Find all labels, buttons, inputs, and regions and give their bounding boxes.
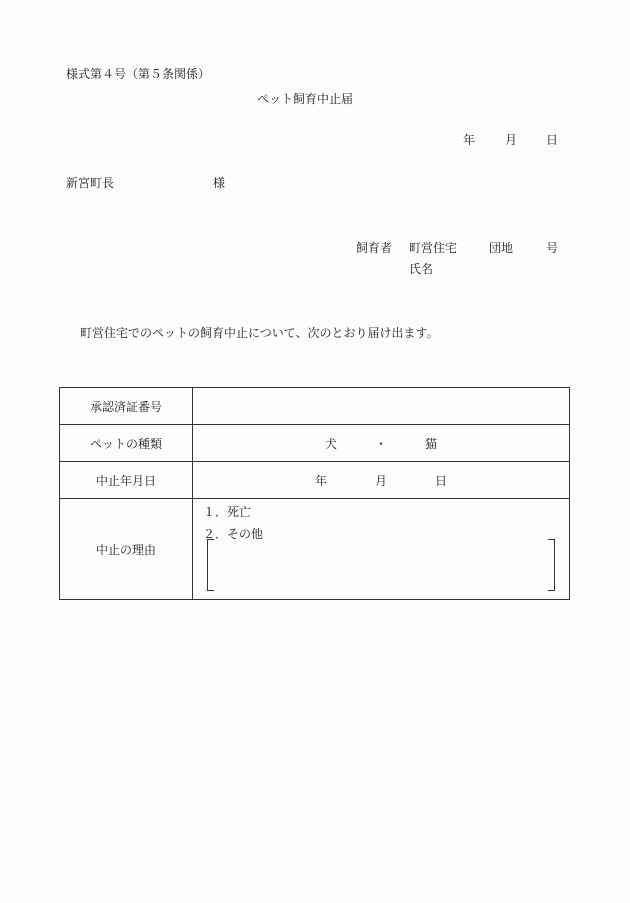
submission-date-year: 年 (463, 133, 476, 147)
approval-number-field[interactable] (193, 388, 570, 425)
owner-label: 飼育者 (356, 241, 393, 255)
statement-text: 町営住宅でのペットの飼育中止について、次のとおり届け出ます。 (80, 326, 439, 340)
pet-type-separator: ・ (374, 436, 387, 451)
pet-type-cat-option[interactable]: 猫 (425, 436, 438, 451)
owner-room-number-label: 号 (546, 241, 559, 255)
addressee-name: 新宮町長 (66, 176, 115, 190)
stop-date-year: 年 (314, 473, 327, 488)
stop-date-field[interactable] (193, 462, 570, 499)
owner-address-prefix: 町営住宅 (409, 241, 458, 255)
document-title: ペット飼育中止届 (257, 92, 354, 106)
reason-field (193, 499, 570, 600)
table-row-approval-number (60, 388, 570, 425)
submission-date-day: 日 (546, 133, 559, 147)
pet-type-field (193, 425, 570, 462)
form-number-label: 様式第４号（第５条関係） (66, 67, 211, 81)
other-reason-right-bracket (548, 539, 555, 591)
other-reason-left-bracket (207, 539, 214, 591)
approval-number-label: 承認済証番号 (60, 388, 193, 425)
stop-date-label: 中止年月日 (60, 462, 193, 499)
addressee-honorific: 様 (213, 176, 226, 190)
table-row-reason (60, 499, 570, 600)
pet-type-label: ペットの種類 (60, 425, 193, 462)
reason-option-other[interactable]: ２．その他 (203, 527, 264, 541)
form-table (59, 387, 570, 600)
reason-label: 中止の理由 (60, 499, 193, 600)
owner-name-label: 氏名 (409, 262, 434, 276)
stop-date-month: 月 (374, 473, 387, 488)
table-row-pet-type (60, 425, 570, 462)
submission-date-month: 月 (505, 133, 518, 147)
reason-option-death[interactable]: １．死亡 (203, 505, 252, 519)
table-row-stop-date (60, 462, 570, 499)
owner-danchi-label: 団地 (489, 241, 514, 255)
stop-date-day: 日 (435, 473, 448, 488)
pet-type-dog-option[interactable]: 犬 (324, 436, 337, 451)
